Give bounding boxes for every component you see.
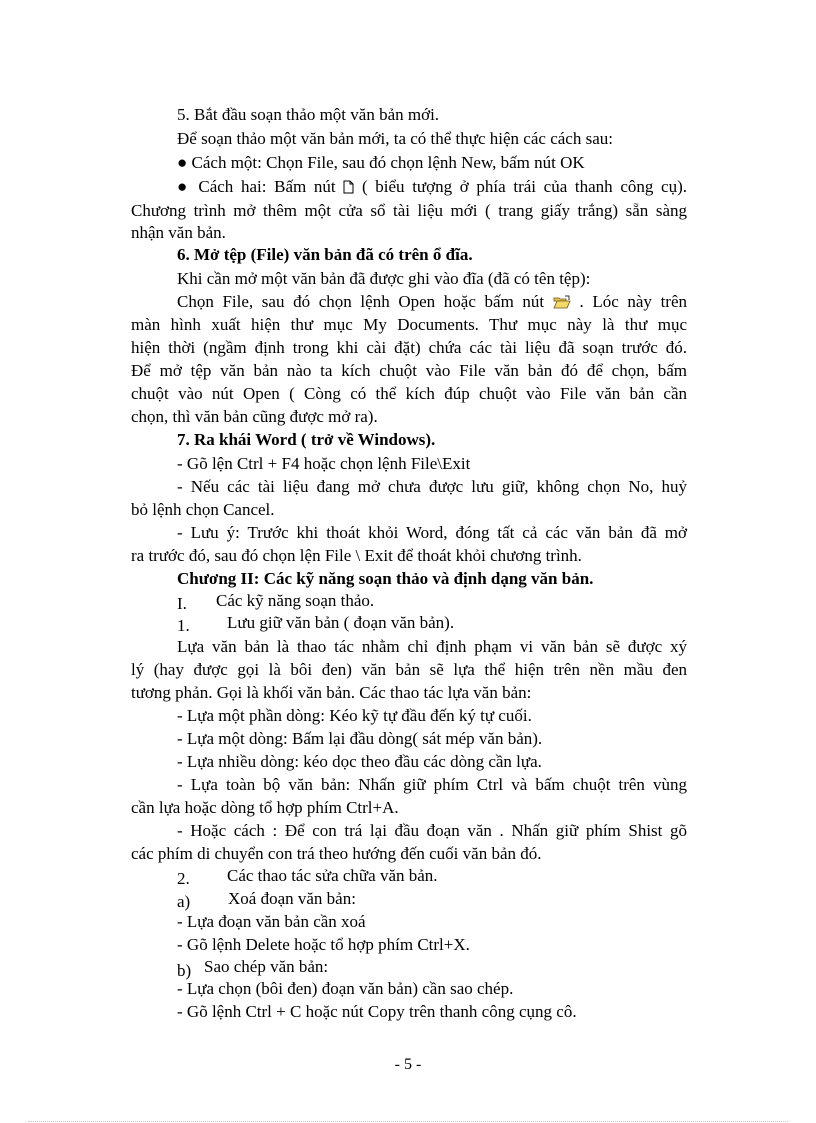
subheading-1: Lưu giữ văn bản ( đoạn văn bản). [227, 613, 455, 632]
number-2: 2. [177, 869, 190, 888]
label-b: b) [177, 961, 192, 980]
chapter-2-d4b: cần lựa hoặc dòng tổ hợp phím Ctrl+A. [131, 798, 399, 817]
subheading-i: Các kỹ năng soạn thảo. [216, 591, 375, 610]
section-5-intro: Để soạn thảo một văn bản mới, ta có thể thực hiện các cách sau: [177, 129, 613, 148]
section-6-heading: 6. Mở tệp (File) văn bản đã có trên ổ đĩa. [177, 245, 473, 264]
chapter-2-a1: - Lựa đoạn văn bản cần xoá [177, 912, 366, 931]
roman-numeral-i: I. [177, 594, 187, 613]
chapter-2-d1: - Lựa một phần dòng: Kéo kỹ tự đầu đến ký tự cuối. [177, 706, 532, 725]
section-5-line-3: Chương trình mở thêm một cửa sổ tài liệu mới ( trang giấy trắng) sẵn sàng [131, 201, 687, 220]
section-6-p7: chọn, thì văn bản cũng được mở ra). [131, 407, 378, 426]
page-number: - 5 - [394, 1056, 422, 1073]
chapter-2-d5b: các phím di chuyển con trá theo hướng đến cuối văn bản đó. [131, 844, 542, 863]
section-6-p2 [177, 291, 687, 313]
section-6-p2-a: Chọn File, sau đó chọn lệnh Open hoặc bấm nút [177, 292, 545, 311]
chapter-2-d5: - Hoặc cách : Để con trá lại đầu đoạn văn . Nhấn giữ phím Shist gõ [177, 821, 687, 840]
new-document-icon [343, 178, 354, 200]
section-6-p4: hiện thời (ngầm định trong khi cài đặt) chứa các tài liệu đã soạn trước đó. [131, 338, 687, 357]
chapter-2-b2: - Gõ lệnh Ctrl + C hoặc nút Copy trên thanh công cụng cô. [177, 1002, 577, 1021]
bullet-icon: ● [177, 153, 188, 172]
section-6-p2-b: . Lóc này trên [579, 292, 688, 311]
bullet-icon: ● [177, 177, 191, 196]
chapter-2-b1: - Lựa chọn (bôi đen) đoạn văn bản) cần sao chép. [177, 979, 514, 998]
label-a: a) [177, 892, 191, 911]
section-6-p1: Khi cần mở một văn bản đã được ghi vào đĩa (đã có tên tệp): [177, 269, 591, 288]
subheading-2: Các thao tác sửa chữa văn bản. [227, 866, 438, 885]
bullet-1-text: Cách một: Chọn File, sau đó chọn lệnh New, bấm nút OK [191, 153, 585, 172]
chapter-2-heading: Chương II: Các kỹ năng soạn thảo và định dạng văn bản. [177, 569, 594, 588]
section-5-heading: 5. Bắt đầu soạn thảo một văn bản mới. [177, 105, 440, 124]
section-6-p6: chuột vào nút Open ( Còng có thể kích đúp chuột vào File văn bản cần [131, 384, 687, 403]
open-folder-icon [553, 293, 571, 315]
section-5-bullet-1 [177, 152, 585, 174]
subheading-b: Sao chép văn bản: [204, 957, 329, 976]
section-7-l5: ra trước đó, sau đó chọn lện File \ Exit để thoát khỏi chương trình. [131, 546, 582, 565]
section-7-heading: 7. Ra khái Word ( trở về Windows). [177, 430, 436, 449]
bullet-2-text-a: Cách hai: Bấm nút [198, 177, 336, 196]
chapter-2-d3: - Lựa nhiều dòng: kéo dọc theo đầu các dòng cần lựa. [177, 752, 542, 771]
section-6-p3: màn hình xuất hiện thư mục My Documents. Thư mục này là thư mục [131, 315, 687, 334]
section-7-l4: - Lưu ý: Trước khi thoát khỏi Word, đóng tất cả các văn bản đã mở [177, 523, 687, 542]
bullet-2-text-b: ( biểu tượng ở phía trái của thanh công cụ). [361, 177, 688, 196]
section-7-l2: - Nếu các tài liệu đang mở chưa được lưu giữ, không chọn No, huỷ [177, 477, 687, 496]
chapter-2-d2: - Lựa một dòng: Bấm lại đầu dòng( sát mép văn bản). [177, 729, 543, 748]
number-1: 1. [177, 616, 190, 635]
section-7-l3: bỏ lệnh chọn Cancel. [131, 500, 275, 519]
chapter-2-a2: - Gõ lệnh Delete hoặc tổ hợp phím Ctrl+X. [177, 935, 470, 954]
chapter-2-d4: - Lựa toàn bộ văn bản: Nhấn giữ phím Ctrl và bấm chuột trên vùng [177, 775, 687, 794]
section-5-bullet-2 [177, 176, 687, 198]
subheading-a: Xoá đoạn văn bản: [228, 889, 356, 908]
section-7-l1: - Gõ lện Ctrl + F4 hoặc chọn lệnh File\Exit [177, 454, 471, 473]
chapter-2-p1: Lựa văn bản là thao tác nhằm chỉ định phạm vi văn bản sẽ được xý [177, 637, 687, 656]
section-6-p5: Để mở tệp văn bản nào ta kích chuột vào File văn bản đó để chọn, bấm [131, 361, 687, 380]
section-5-line-4: nhận văn bản. [131, 223, 226, 242]
chapter-2-p2: lý (hay được gọi là bôi đen) văn bản sẽ lựa thể hiện trên nền mầu đen [131, 660, 687, 679]
footer-divider [28, 1121, 788, 1122]
chapter-2-p3: tương phản. Gọi là khối văn bản. Các thao tác lựa văn bản: [131, 683, 532, 702]
